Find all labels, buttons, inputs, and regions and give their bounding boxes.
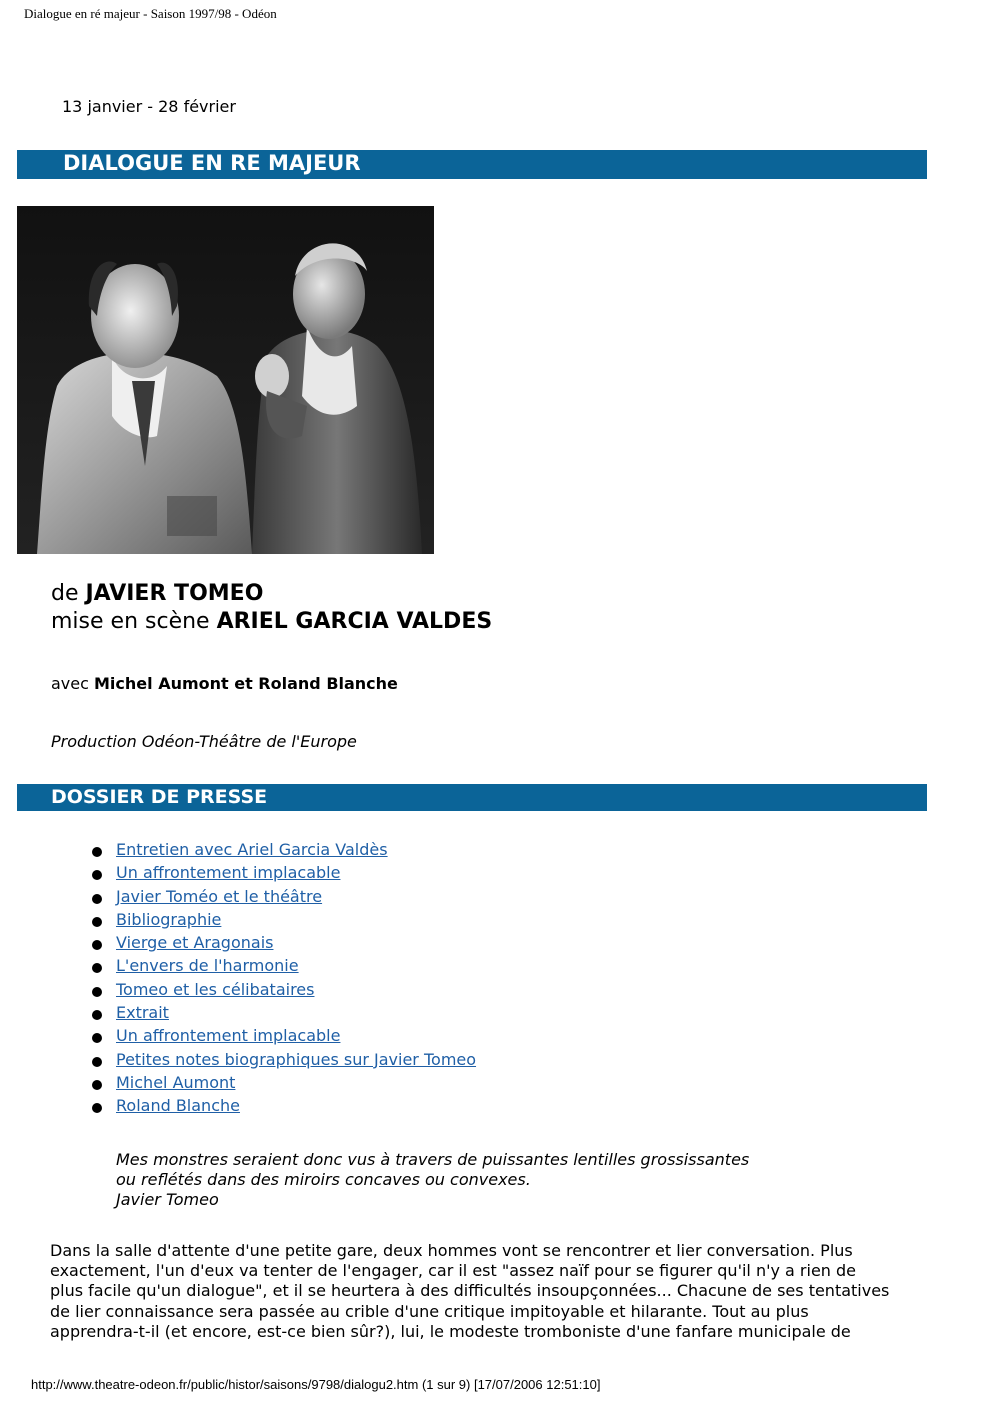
press-link[interactable]: Petites notes biographiques sur Javier Tomeo — [116, 1049, 477, 1069]
synopsis-paragraph — [50, 1241, 930, 1342]
quote-line: ou reflétés dans des miroirs concaves ou convexes. — [116, 1170, 531, 1189]
director-name: ARIEL GARCIA VALDES — [216, 609, 493, 634]
list-item — [92, 1024, 476, 1047]
cast-line — [51, 674, 398, 693]
press-link[interactable]: Un affrontement implacable — [116, 863, 341, 883]
print-footer: http://www.theatre-odeon.fr/public/histor/saisons/9798/dialogu2.htm (1 sur 9) [17/07/2006 12:51:10] — [31, 1377, 601, 1392]
bullet-icon — [92, 917, 102, 927]
press-link[interactable]: Javier Toméo et le théâtre — [116, 886, 323, 906]
list-item — [92, 1094, 476, 1117]
author-prefix: de — [51, 581, 86, 606]
press-link-list — [92, 838, 476, 1118]
list-item — [92, 1001, 476, 1024]
list-item — [92, 931, 476, 954]
bullet-icon — [92, 987, 102, 997]
quote-line: Mes monstres seraient donc vus à travers de puissantes lentilles grossissantes — [116, 1150, 750, 1169]
credits — [51, 580, 492, 636]
print-header: Dialogue en ré majeur - Saison 1997/98 - Odéon — [24, 6, 277, 21]
text-line: apprendra-t-il (et encore, est-ce bien sûr?), lui, le modeste tromboniste d'une fanfare municipale de — [50, 1321, 851, 1341]
press-link[interactable]: Vierge et Aragonais — [116, 933, 274, 953]
cast-prefix: avec — [51, 674, 94, 693]
press-link[interactable]: L'envers de l'harmonie — [116, 956, 299, 976]
press-link[interactable]: Un affrontement implacable — [116, 1026, 341, 1046]
list-item — [92, 978, 476, 1001]
epigraph-quote — [116, 1150, 749, 1210]
title-band: DIALOGUE EN RE MAJEUR — [17, 150, 927, 179]
bullet-icon — [92, 894, 102, 904]
list-item — [92, 908, 476, 931]
director-line — [51, 608, 492, 636]
press-link[interactable]: Michel Aumont — [116, 1072, 236, 1092]
bullet-icon — [92, 1057, 102, 1067]
bullet-icon — [92, 963, 102, 973]
bullet-icon — [92, 1010, 102, 1020]
bullet-icon — [92, 847, 102, 857]
text-line: de lier connaissance sera passée au crible d'une critique impitoyable et hilarante. Tout au plus — [50, 1301, 809, 1321]
bullet-icon — [92, 1033, 102, 1043]
text-line: exactement, l'un d'eux va tenter de l'engager, car il est "assez naïf pour se figurer qu'il n'y a rien de — [50, 1261, 857, 1281]
bullet-icon — [92, 870, 102, 880]
list-item — [92, 861, 476, 884]
bullet-icon — [92, 1080, 102, 1090]
production-credit: Production Odéon-Théâtre de l'Europe — [51, 732, 357, 751]
director-prefix: mise en scène — [51, 609, 217, 634]
cast-names: Michel Aumont et Roland Blanche — [94, 674, 398, 693]
press-link[interactable]: Bibliographie — [116, 909, 222, 929]
production-photo — [17, 206, 434, 554]
date-range: 13 janvier - 28 février — [62, 97, 236, 116]
bullet-icon — [92, 1103, 102, 1113]
text-line: plus facile qu'un dialogue", et il se heurtera à des difficultés insoupçonnées... Chacune de ses tentatives — [50, 1281, 890, 1301]
press-link[interactable]: Roland Blanche — [116, 1096, 240, 1116]
list-item — [92, 1071, 476, 1094]
press-link[interactable]: Tomeo et les célibataires — [116, 979, 315, 999]
list-item — [92, 838, 476, 861]
quote-attribution: Javier Tomeo — [116, 1190, 219, 1209]
text-line: Dans la salle d'attente d'une petite gare, deux hommes vont se rencontrer et lier conversation. Plus — [50, 1241, 853, 1260]
press-link[interactable]: Extrait — [116, 1003, 169, 1023]
author-name: JAVIER TOMEO — [85, 581, 264, 606]
list-item — [92, 885, 476, 908]
author-line — [51, 580, 492, 608]
list-item — [92, 1048, 476, 1071]
bullet-icon — [92, 940, 102, 950]
press-link[interactable]: Entretien avec Ariel Garcia Valdès — [116, 840, 388, 859]
press-band: DOSSIER DE PRESSE — [17, 784, 927, 811]
list-item — [92, 954, 476, 977]
